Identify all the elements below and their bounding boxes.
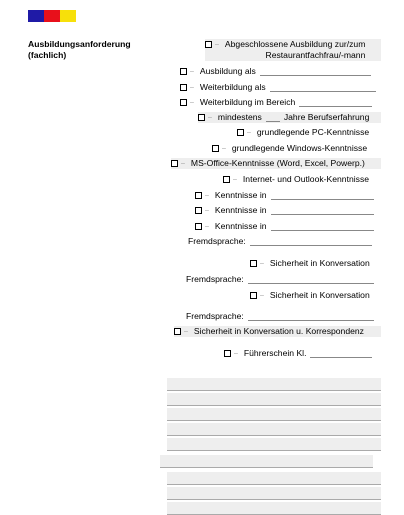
label-ausbildung-als: Ausbildung als	[199, 66, 256, 76]
option-pc-kenntnisse[interactable]: – grundlegende PC-Kenntnisse	[237, 127, 369, 138]
fremdsprache-line[interactable]	[248, 311, 374, 321]
label-fuehrerschein: Führerschein Kl.	[243, 348, 307, 358]
label-mindestens: mindestens	[217, 112, 262, 122]
option-internet-kenntnisse[interactable]: – Internet- und Outlook-Kenntnisse	[223, 174, 369, 185]
label-pc: grundlegende PC-Kenntnisse	[256, 127, 370, 137]
fremdsprache-line[interactable]	[248, 274, 374, 284]
checkbox[interactable]	[180, 84, 187, 91]
fill-line[interactable]	[271, 205, 374, 215]
fill-line[interactable]	[271, 190, 374, 200]
label-weiterbildung-bereich: Weiterbildung im Bereich	[199, 97, 296, 107]
checkbox[interactable]	[171, 160, 178, 167]
label-fremdsprache: Fremdsprache:	[186, 311, 244, 321]
checkbox[interactable]	[174, 328, 181, 335]
checkbox[interactable]	[223, 176, 230, 183]
label-windows: grundlegende Windows-Kenntnisse	[231, 143, 368, 153]
flag-yellow	[60, 10, 76, 22]
freetext-line-3[interactable]	[167, 408, 381, 421]
freetext-line-4[interactable]	[167, 423, 381, 436]
label-fremdsprache: Fremdsprache:	[186, 274, 244, 284]
label-kenntnisse: Kenntnisse in	[214, 205, 267, 215]
logo-flag	[28, 10, 76, 22]
fill-line[interactable]	[299, 97, 372, 107]
option-kenntnisse-2[interactable]: – Kenntnisse in	[195, 205, 374, 216]
label-jahre: Jahre Berufserfahrung	[283, 112, 370, 122]
years-line[interactable]	[266, 112, 280, 122]
option-ausbildung-als[interactable]: – Ausbildung als	[180, 66, 371, 77]
checkbox[interactable]	[195, 207, 202, 214]
label-msoffice: MS-Office-Kenntnisse (Word, Excel, Powerp.)	[190, 158, 365, 168]
option-berufserfahrung[interactable]: – mindestens Jahre Berufserfahrung	[198, 112, 381, 123]
label-abgeschlossen-1: Abgeschlossene Ausbildung zur/zum	[224, 39, 366, 49]
option-kenntnisse-1[interactable]: – Kenntnisse in	[195, 190, 374, 201]
option-kenntnisse-3[interactable]: – Kenntnisse in	[195, 221, 374, 232]
checkbox[interactable]	[250, 260, 257, 267]
section-heading: Ausbildungsanforderung (fachlich)	[28, 39, 131, 60]
checkbox[interactable]	[180, 68, 187, 75]
option-windows-kenntnisse[interactable]: – grundlegende Windows-Kenntnisse	[212, 143, 367, 154]
fill-line[interactable]	[260, 66, 371, 76]
flag-blue	[28, 10, 44, 22]
checkbox[interactable]	[195, 223, 202, 230]
checkbox[interactable]	[180, 99, 187, 106]
checkbox[interactable]	[205, 41, 212, 48]
label-abgeschlossen-2: Restaurantfachfrau/-mann	[265, 50, 366, 60]
option-sicherheit-2[interactable]: – Sicherheit in Konversation	[250, 290, 370, 301]
option-fuehrerschein[interactable]: – Führerschein Kl.	[224, 348, 372, 359]
fremdsprache-2	[186, 274, 374, 285]
checkbox[interactable]	[224, 350, 231, 357]
checkbox[interactable]	[195, 192, 202, 199]
option-weiterbildung-als[interactable]: – Weiterbildung als	[180, 82, 376, 93]
freetext-line-8[interactable]	[167, 487, 381, 500]
freetext-line-5[interactable]	[167, 438, 381, 451]
label-sicherheit: Sicherheit in Konversation	[269, 258, 370, 268]
label-sicherheit-korr: Sicherheit in Konversation u. Korrespondenz	[193, 326, 364, 336]
checkbox[interactable]	[237, 129, 244, 136]
label-weiterbildung-als: Weiterbildung als	[199, 82, 266, 92]
option-weiterbildung-bereich[interactable]: – Weiterbildung im Bereich	[180, 97, 372, 108]
fill-line[interactable]	[271, 221, 374, 231]
checkbox[interactable]	[250, 292, 257, 299]
checkbox[interactable]	[212, 145, 219, 152]
flag-red	[44, 10, 60, 22]
fremdsprache-1	[188, 236, 372, 247]
option-sicherheit-korrespondenz[interactable]: – Sicherheit in Konversation u. Korrespondenz	[174, 326, 381, 337]
option-msoffice-kenntnisse[interactable]: – MS-Office-Kenntnisse (Word, Excel, Powerp.)	[171, 158, 381, 169]
label-internet: Internet- und Outlook-Kenntnisse	[242, 174, 370, 184]
freetext-line-1[interactable]	[167, 378, 381, 391]
checkbox[interactable]	[198, 114, 205, 121]
fremdsprache-line[interactable]	[250, 236, 372, 246]
freetext-line-6[interactable]	[160, 455, 373, 468]
freetext-line-7[interactable]	[167, 472, 381, 485]
option-sicherheit-1[interactable]: – Sicherheit in Konversation	[250, 258, 370, 269]
label-kenntnisse: Kenntnisse in	[214, 190, 267, 200]
fill-line[interactable]	[310, 348, 372, 358]
fremdsprache-3	[186, 311, 374, 322]
fill-line[interactable]	[270, 82, 376, 92]
freetext-line-2[interactable]	[167, 393, 381, 406]
label-fremdsprache: Fremdsprache:	[188, 236, 246, 246]
freetext-line-9[interactable]	[167, 502, 381, 515]
label-sicherheit: Sicherheit in Konversation	[269, 290, 370, 300]
option-abgeschlossene-ausbildung[interactable]: – Abgeschlossene Ausbildung zur/zum Restaurantfachfrau/-mann	[205, 39, 381, 61]
label-kenntnisse: Kenntnisse in	[214, 221, 267, 231]
